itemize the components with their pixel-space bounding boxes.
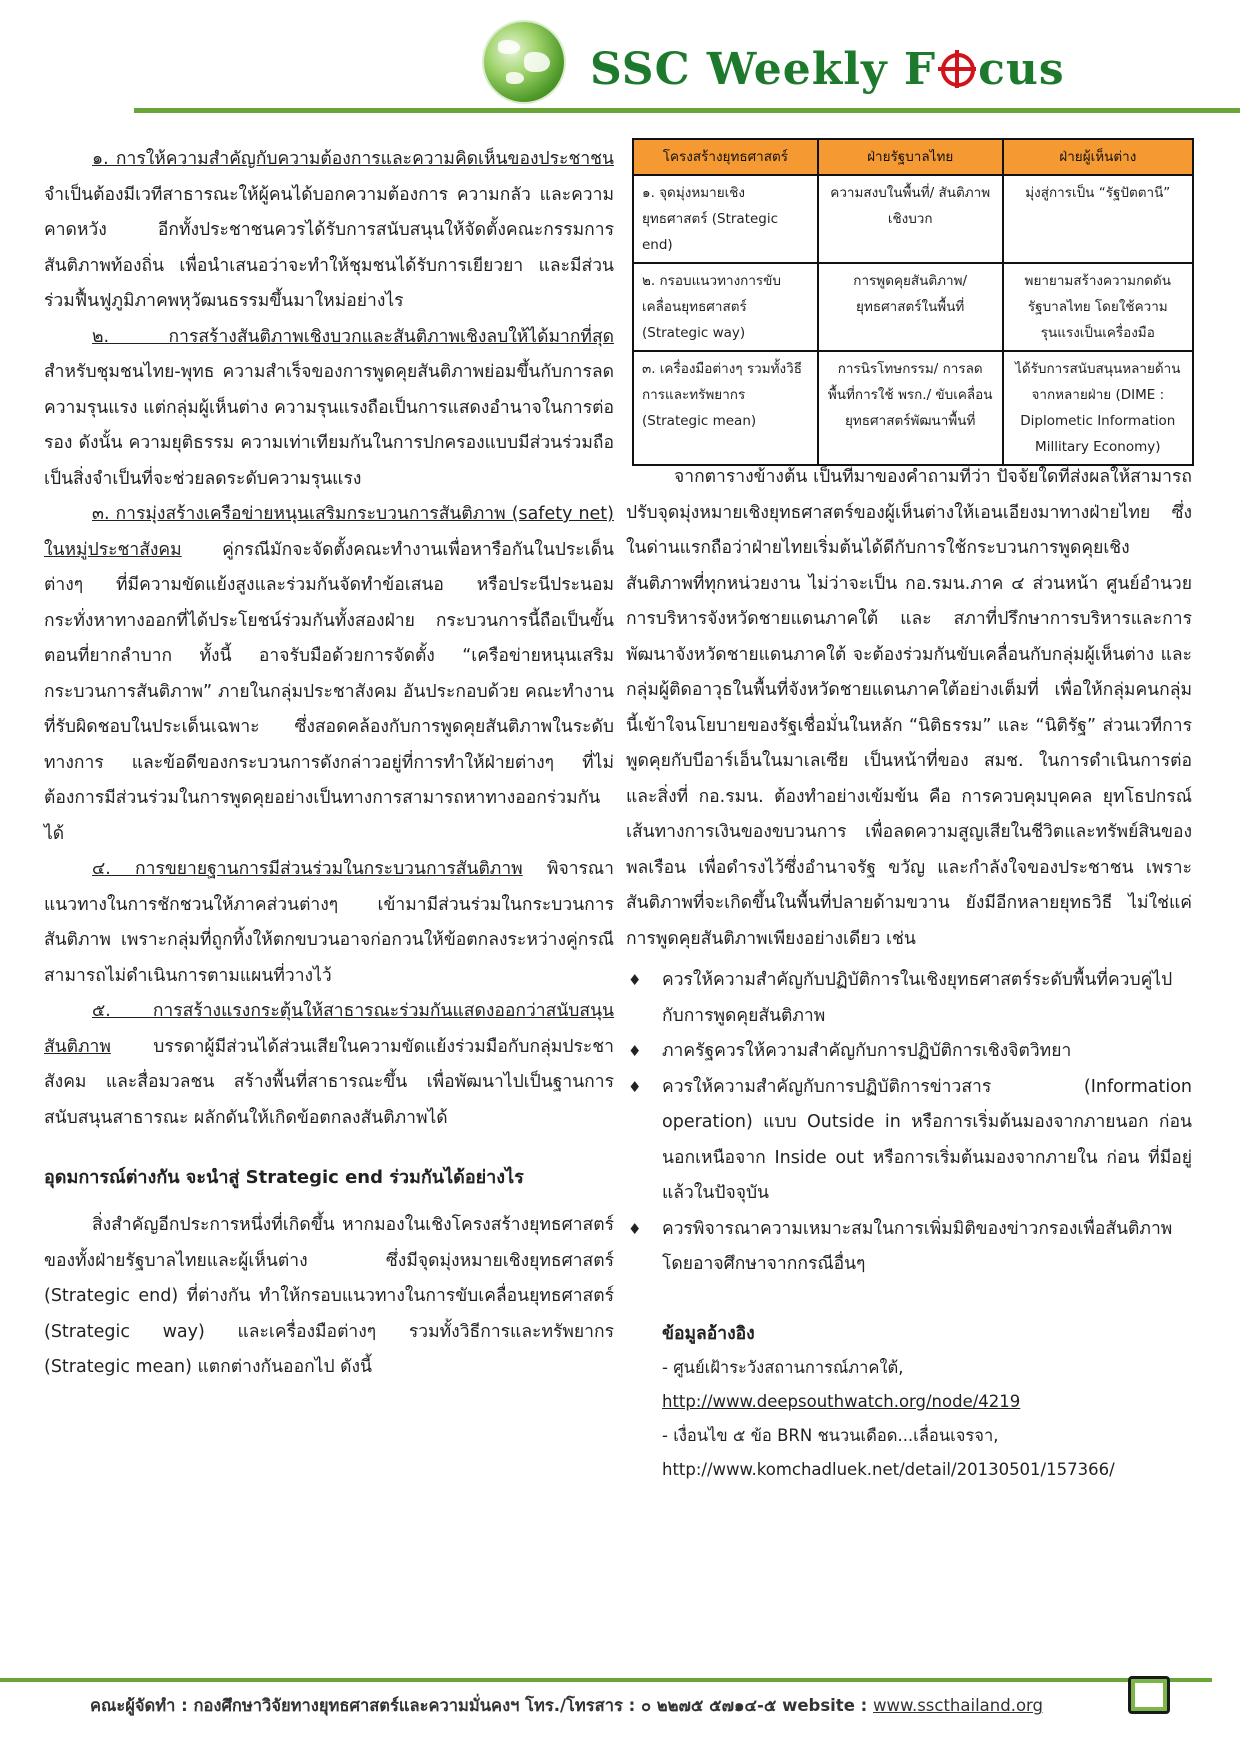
table-header-cell: ฝ่ายรัฐบาลไทย [818, 139, 1003, 175]
table-row [633, 263, 1193, 351]
table-cell: การพูดคุยสันติภาพ/ ยุทธศาสตร์ในพื้นที่ [818, 263, 1003, 351]
recommendation-list [626, 963, 1192, 1283]
table-row [633, 351, 1193, 465]
reference-url: http://www.komchadluek.net/detail/20130501/157366/ [662, 1459, 1115, 1479]
strategy-table [632, 138, 1194, 466]
table-cell: ๒. กรอบแนวทางการขับเคลื่อนยุทธศาสตร์ (Strategic way) [633, 263, 818, 351]
table-cell: มุ่งสู่การเป็น “รัฐปัตตานี” [1003, 175, 1193, 263]
table-cell: ๑. จุดมุ่งหมายเชิงยุทธศาสตร์ (Strategic end) [633, 175, 818, 263]
ssc-logo-icon [1128, 1676, 1170, 1714]
reference-label: - ศูนย์เฝ้าระวังสถานการณ์ภาคใต้, [662, 1357, 904, 1377]
paragraph-5: ๕. การสร้างแรงกระตุ้นให้สาธารณะร่วมกันแสดงออกว่าสนับสนุนสันติภาพ บรรดาผู้มีส่วนได้ส่วนเสียในความขัดแย้งร่วมมือกับกลุ่มประชาสังคม และสื่อมวลชน สร้างพื้นที่สาธารณะขึ้น เพื่อพัฒนาไปเป็นฐานการสนับสนุนสาธารณะ ผลักดันให้เกิดข้อตกลงสันติภาพได้ [44, 1001, 614, 1128]
reference-label: - เงื่อนไข ๕ ข้อ BRN ชนวนเดือด...เลื่อนเจรจา, [662, 1425, 999, 1445]
crosshair-icon [938, 50, 976, 88]
paragraph-4: ๔. การขยายฐานการมีส่วนร่วมในกระบวนการสันติภาพ พิจารณาแนวทางในการชักชวนให้ภาคส่วนต่างๆ เข้ามามีส่วนร่วมในกระบวนการสันติภาพ เพราะกลุ่มที่ถูกทิ้งให้ตกขบวนอาจก่อกวนให้ข้อตกลงระหว่างคู่กรณีสามารถไม่ดำเนินการตามแผนที่วางไว้ [44, 859, 614, 986]
table-cell: ความสงบในพื้นที่/ สันติภาพเชิงบวก [818, 175, 1003, 263]
references-heading: ข้อมูลอ้างอิง [662, 1323, 755, 1344]
left-column [44, 142, 614, 1386]
table-header-cell: โครงสร้างยุทธศาสตร์ [633, 139, 818, 175]
website-link[interactable]: www.sscthailand.org [872, 1696, 1044, 1715]
list-item: ♦ ภาครัฐควรให้ความสำคัญกับการปฏิบัติการเชิงจิตวิทยา [626, 1034, 1192, 1070]
table-cell: ๓. เครื่องมือต่างๆ รวมทั้งวิธีการและทรัพยากร (Strategic mean) [633, 351, 818, 465]
references [626, 1317, 1192, 1487]
page-header [0, 0, 1240, 118]
table-header-row [633, 139, 1193, 175]
list-item: ♦ ควรให้ความสำคัญกับปฏิบัติการในเชิงยุทธศาสตร์ระดับพื้นที่ควบคู่ไปกับการพูดคุยสันติภาพ [626, 963, 1192, 1034]
section-heading: อุดมการณ์ต่างกัน จะนำสู่ Strategic end ร่วมกันได้อย่างไร [44, 1167, 524, 1188]
reference-link[interactable]: http://www.deepsouthwatch.org/node/4219 [662, 1391, 1021, 1411]
table-header-cell: ฝ่ายผู้เห็นต่าง [1003, 139, 1193, 175]
footer-credits: คณะผู้จัดทำ : กองศึกษาวิจัยทางยุทธศาสตร์และความมั่นคงฯ โทร./โทรสาร : ๐ ๒๒๗๕ ๕๗๑๔-๕ website : www.sscthailand.org [90, 1696, 1044, 1715]
right-column [626, 460, 1192, 1487]
list-item: ♦ ควรพิจารณาความเหมาะสมในการเพิ่มมิติของข่าวกรองเพื่อสันติภาพ โดยอาจศึกษาจากกรณีอื่นๆ [626, 1212, 1192, 1283]
table-row [633, 175, 1193, 263]
paragraph-7: จากตารางข้างต้น เป็นที่มาของคำถามที่ว่า ปัจจัยใดที่ส่งผลให้สามารถปรับจุดมุ่งหมายเชิงยุทธศาสตร์ของผู้เห็นต่างให้เอนเอียงมาทางฝ่ายไทย ซึ่งในด่านแรกถือว่าฝ่ายไทยเริ่มต้นได้ดีกับการใช้กระบวนการพูดคุยเชิงสันติภาพที่ทุกหน่วยงาน ไม่ว่าจะเป็น กอ.รมน.ภาค ๔ ส่วนหน้า ศูนย์อำนวยการบริหารจังหวัดชายแดนภาคใต้ และ สภาที่ปรึกษาการบริหารและการพัฒนาจังหวัดชายแดนภาคใต้ จะต้องร่วมกันขับเคลื่อนกับกลุ่มผู้เห็นต่าง และกลุ่มผู้ติดอาวุธในพื้นที่จังหวัดชายแดนภาคใต้อย่างเต็มที่ เพื่อให้กลุ่มคนกลุ่มนี้เข้าใจนโยบายของรัฐเชื่อมั่นในหลัก “นิติธรรม” และ “นิติรัฐ” ส่วนเวทีการพูดคุยกับบีอาร์เอ็นในมาเลเซีย เป็นหน้าที่ของ สมช. ในการดำเนินการต่อ และสิ่งที่ กอ.รมน. ต้องทำอย่างเข้มข้น คือ การควบคุมบุคคล ยุทโธปกรณ์ เส้นทางการเงินของขบวนการ เพื่อลดความสูญเสียในชีวิตและทรัพย์สินของพลเรือน เพื่อดำรงไว้ซึ่งอำนาจรัฐ ขวัญ และกำลังใจของประชาชน เพราะสันติภาพที่จะเกิดขึ้นในพื้นที่ปลายด้ามขวาน ยังมีอีกหลายยุทธวิธี ไม่ใช่แค่การพูดคุยสันติภาพเพียงอย่างเดียว เช่น [626, 467, 1192, 949]
globe-icon [484, 22, 564, 102]
paragraph-3: ๓. การมุ่งสร้างเครือข่ายหนุนเสริมกระบวนการสันติภาพ (safety net) ในหมู่ประชาสังคม คู่กรณีมักจะจัดตั้งคณะทำงานเพื่อหารือกันในประเด็นต่างๆ ที่มีความขัดแย้งสูงและร่วมกันจัดทำข้อเสนอ หรือประนีประนอม กระทั่งหาทางออกที่ได้ประโยชน์ร่วมกันทั้งสองฝ่าย กระบวนการนี้ถือเป็นขั้นตอนที่ยากลำบาก ทั้งนี้ อาจรับมือด้วยการจัดตั้ง “เครือข่ายหนุนเสริมกระบวนการสันติภาพ” ภายในกลุ่มประชาสังคม อันประกอบด้วย คณะทำงานที่รับผิดชอบในประเด็นเฉพาะ ซึ่งสอดคล้องกับการพูดคุยสันติภาพในระดับทางการ และข้อดีของกระบวนการดังกล่าวอยู่ที่การทำให้ฝ่ายต่างๆ ที่ไม่ต้องการมีส่วนร่วมในการพูดคุยอย่างเป็นทางการสามารถหาทางออกร่วมกันได้ [44, 504, 614, 844]
header-divider [134, 108, 1240, 113]
paragraph-6: สิ่งสำคัญอีกประการหนึ่งที่เกิดขึ้น หากมองในเชิงโครงสร้างยุทธศาสตร์ของทั้งฝ่ายรัฐบาลไทยและผู้เห็นต่าง ซึ่งมีจุดมุ่งหมายเชิงยุทธศาสตร์ (Strategic end) ที่ต่างกัน ทำให้กรอบแนวทางในการขับเคลื่อนยุทธศาสตร์ (Strategic way) และเครื่องมือต่างๆ รวมทั้งวิธีการและทรัพยากร (Strategic mean) แตกต่างกันออกไป ดังนี้ [44, 1215, 614, 1377]
masthead-title: SSC Weekly F cus [590, 44, 1065, 95]
footer-divider [0, 1678, 1212, 1682]
paragraph-2: ๒. การสร้างสันติภาพเชิงบวกและสันติภาพเชิงลบให้ได้มากที่สุด สำหรับชุมชนไทย-พุทธ ความสำเร็จของการพูดคุยสันติภาพย่อมขึ้นกับการลดความรุนแรง แต่กลุ่มผู้เห็นต่าง ความรุนแรงถือเป็นการแสดงอำนาจในการต่อรอง ดังนั้น ความยุติธรรม ความเท่าเทียมกันในการปกครองแบบมีส่วนร่วมถือเป็นสิ่งจำเป็นที่จะช่วยลดระดับความรุนแรง [44, 326, 614, 489]
list-item: ♦ ควรให้ความสำคัญกับการปฏิบัติการข่าวสาร (Information operation) แบบ Outside in หรือการเริ่มต้นมองจากภายนอก ก่อน นอกเหนือจาก Inside out หรือการเริ่มต้นมองจากภายใน ก่อน ที่มีอยู่แล้วในปัจจุบัน [626, 1070, 1192, 1212]
table-cell: พยายามสร้างความกดดันรัฐบาลไทย โดยใช้ความรุนแรงเป็นเครื่องมือ [1003, 263, 1193, 351]
table-cell: ได้รับการสนับสนุนหลายด้าน จากหลายฝ่าย (DIME : Diplometic Information Millitary Economy) [1003, 351, 1193, 465]
paragraph-1: ๑. การให้ความสำคัญกับความต้องการและความคิดเห็นของประชาชน จำเป็นต้องมีเวทีสาธารณะให้ผู้คนได้บอกความต้องการ ความกลัว และความคาดหวัง อีกทั้งประชาชนควรได้รับการสนับสนุนให้จัดตั้งคณะกรรมการสันติภาพท้องถิ่น เพื่อนำเสนอว่าจะทำให้ชุมชนได้รับการเยียวยา และมีส่วนร่วมฟื้นฟูภูมิภาคพหุวัฒนธรรมขึ้นมาใหม่อย่างไร [44, 149, 614, 311]
table-cell: การนิรโทษกรรม/ การลดพื้นที่การใช้ พรก./ ขับเคลื่อนยุทธศาสตร์พัฒนาพื้นที่ [818, 351, 1003, 465]
